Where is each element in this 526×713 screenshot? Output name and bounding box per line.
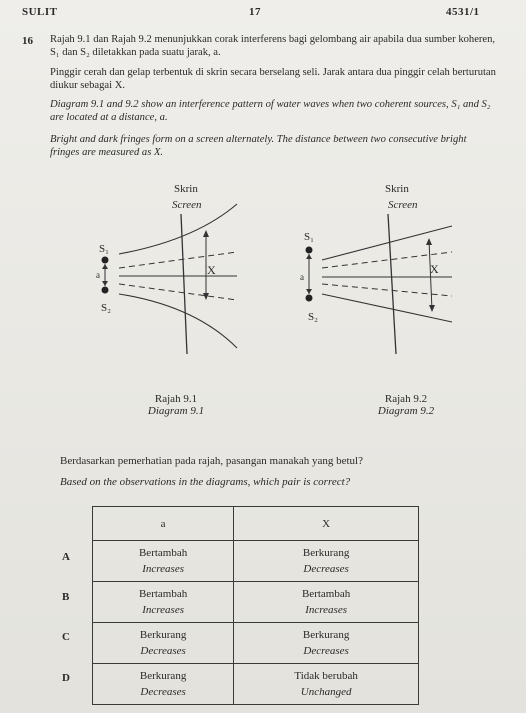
prompt-en: Based on the observations in the diagrams, which pair is correct? bbox=[60, 476, 351, 488]
column-header-a: a bbox=[93, 507, 234, 541]
table-row[interactable] bbox=[93, 541, 419, 582]
table-header-row bbox=[93, 507, 419, 541]
option-label-a[interactable]: A bbox=[62, 551, 70, 563]
caption-en: Diagram 9.1 bbox=[147, 405, 205, 417]
wavefront-lower bbox=[119, 294, 237, 348]
screen-label-ms: Skrin bbox=[385, 183, 409, 195]
options-table bbox=[92, 506, 419, 705]
s1-label: S₁ bbox=[99, 243, 109, 255]
cell-a bbox=[93, 664, 234, 705]
caption-9-2 bbox=[346, 393, 466, 417]
question-text-en-1: Diagram 9.1 and 9.2 show an interference pattern of water waves when two coherent sources, S₁ and S₂ are located at a distance, a. bbox=[50, 99, 491, 123]
source-s1 bbox=[102, 257, 109, 264]
cell-en: Increases bbox=[305, 604, 347, 616]
a-label: a bbox=[96, 270, 100, 280]
screen-label-en: Screen bbox=[388, 199, 418, 211]
cell-x bbox=[234, 623, 419, 664]
diagram-9-2 bbox=[300, 178, 470, 378]
arrow-down-icon bbox=[306, 289, 312, 294]
cell-x bbox=[234, 664, 419, 705]
cell-a bbox=[93, 582, 234, 623]
cell-ms: Berkurang bbox=[139, 670, 187, 682]
cell-x bbox=[234, 582, 419, 623]
table-row[interactable] bbox=[93, 623, 419, 664]
cell-ms: Bertambah bbox=[138, 547, 188, 559]
column-header-x: X bbox=[234, 507, 419, 541]
diagram-9-1 bbox=[85, 178, 255, 378]
cell-a bbox=[93, 541, 234, 582]
screen-label-ms: Skrin bbox=[174, 183, 198, 195]
caption-en: Diagram 9.2 bbox=[377, 405, 435, 417]
cell-ms: Bertambah bbox=[301, 588, 351, 600]
option-label-d[interactable]: D bbox=[62, 672, 70, 684]
cell-en: Decreases bbox=[140, 645, 186, 657]
arrow-up-icon bbox=[426, 238, 432, 245]
header-sulit: SULIT bbox=[22, 6, 58, 18]
arrow-down-icon bbox=[203, 293, 209, 300]
caption-ms: Rajah 9.2 bbox=[384, 393, 428, 405]
source-s2 bbox=[306, 295, 313, 302]
cell-ms: Berkurang bbox=[139, 629, 187, 641]
source-s2 bbox=[102, 287, 109, 294]
cell-en: Unchanged bbox=[300, 686, 352, 698]
caption-ms: Rajah 9.1 bbox=[154, 393, 198, 405]
source-s1 bbox=[306, 247, 313, 254]
cell-ms: Berkurang bbox=[302, 629, 350, 641]
arrow-down-icon bbox=[102, 281, 108, 286]
cell-ms: Bertambah bbox=[138, 588, 188, 600]
question-text-ms-1: Rajah 9.1 dan Rajah 9.2 menunjukkan corak interferens bagi gelombang air apabila dua sumber koheren, S₁ dan S₂ diletakkan pada suatu jarak, a. bbox=[50, 34, 496, 58]
cell-ms: Tidak berubah bbox=[294, 670, 358, 682]
caption-9-1 bbox=[116, 393, 236, 417]
fringe-line bbox=[119, 252, 237, 268]
s2-label: S₂ bbox=[308, 311, 318, 323]
option-label-b[interactable]: B bbox=[62, 591, 70, 603]
x-label: X bbox=[207, 263, 216, 277]
question-text-en-2: Bright and dark fringes form on a screen alternately. The distance between two consecutive bright fringes are measured as X. bbox=[50, 134, 467, 158]
paper-code: 4531/1 bbox=[446, 6, 480, 18]
cell-x bbox=[234, 541, 419, 582]
arrow-down-icon bbox=[429, 305, 435, 312]
screen-label-en: Screen bbox=[172, 199, 202, 211]
table-row[interactable] bbox=[93, 582, 419, 623]
question-text-ms-2: Pinggir cerah dan gelap terbentuk di skrin secara berselang seli. Jarak antara dua pinggir celah berturutan diukur sebagai X. bbox=[50, 67, 496, 91]
cell-en: Decreases bbox=[303, 563, 349, 575]
cell-en: Decreases bbox=[140, 686, 186, 698]
table-row[interactable] bbox=[93, 664, 419, 705]
cell-en: Decreases bbox=[303, 645, 349, 657]
s1-label: S₁ bbox=[304, 231, 314, 243]
cell-a bbox=[93, 623, 234, 664]
arrow-up-icon bbox=[203, 230, 209, 237]
s2-label: S₂ bbox=[101, 302, 111, 314]
screen-line bbox=[388, 214, 396, 354]
arrow-up-icon bbox=[306, 254, 312, 259]
arrow-up-icon bbox=[102, 264, 108, 269]
x-label: X bbox=[430, 262, 439, 276]
page-number: 17 bbox=[249, 6, 261, 18]
a-label: a bbox=[300, 272, 304, 282]
wavefront-upper bbox=[119, 204, 237, 254]
prompt-ms: Berdasarkan pemerhatian pada rajah, pasangan manakah yang betul? bbox=[60, 455, 363, 467]
cell-en: Increases bbox=[142, 563, 184, 575]
option-label-c[interactable]: C bbox=[62, 631, 70, 643]
cell-en: Increases bbox=[142, 604, 184, 616]
fringe-line bbox=[322, 284, 452, 296]
question-number: 16 bbox=[22, 35, 33, 47]
cell-ms: Berkurang bbox=[302, 547, 350, 559]
